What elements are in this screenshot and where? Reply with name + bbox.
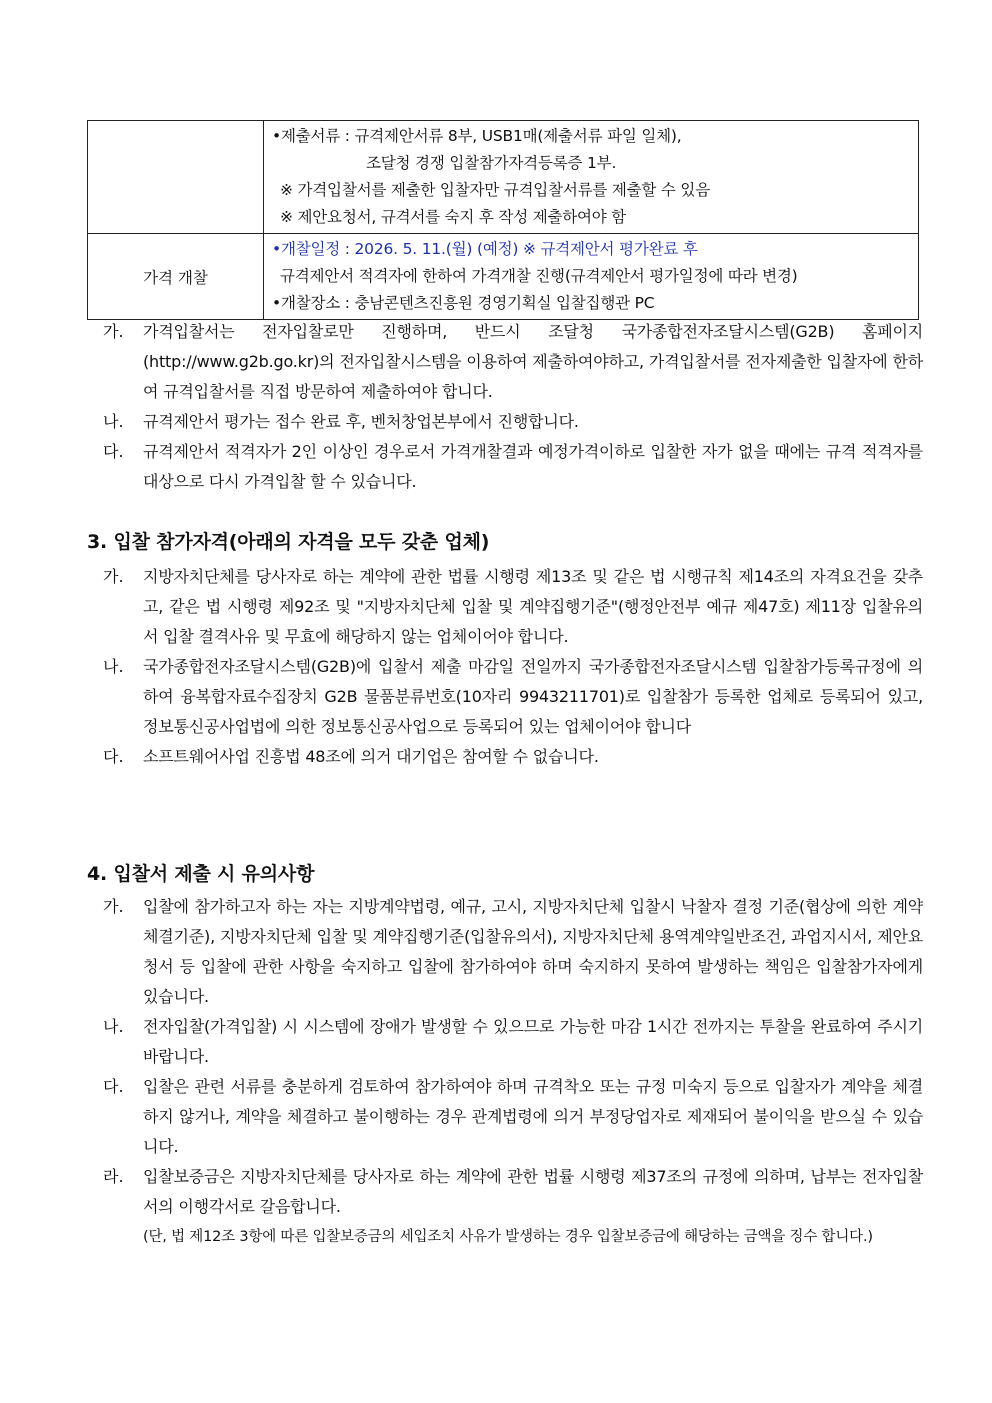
item-text: 전자입찰(가격입찰) 시 시스템에 장애가 발생할 수 있으므로 가능한 마감 1시간 전까지는 투찰을 완료하여 주시기 바랍니다. [143, 1017, 923, 1066]
list-item [103, 562, 923, 652]
item-marker: 가. [103, 322, 124, 341]
item-text: 규격제안서 적격자가 2인 이상인 경우로서 가격개찰결과 예정가격이하로 입찰한 자가 없을 때에는 규격 적격자를 대상으로 다시 가격입찰 할 수 있습니다. [143, 442, 923, 491]
item-marker: 나. [103, 657, 124, 676]
row-label [88, 121, 264, 234]
item-marker: 가. [103, 567, 124, 586]
item-text: 지방자치단체를 당사자로 하는 계약에 관한 법률 시행령 제13조 및 같은 법 시행규칙 제14조의 자격요건을 갖추고, 같은 법 시행령 제92조 및 "지방자치단체 입찰 및 계약집행기준"(행정안전부 예규 제47호) 제11장 입찰유의서 입찰 결격사유 및 무효에 해당하지 않는 업체이어야 합니다. [143, 567, 923, 646]
item-marker: 다. [103, 442, 124, 461]
section-heading: 4. 입찰서 제출 시 유의사항 [87, 863, 315, 885]
item-text: 가격입찰서는 전자입찰로만 진행하며, 반드시 조달청 국가종합전자조달시스템(G2B) 홈페이지(http://www.g2b.go.kr)의 전자입찰시스템을 이용하여 제출하여야하고, 가격입찰서를 전자제출한 입찰자에 한하여 규격입찰서를 직접 방문하여 제출하여야 합니다. [143, 322, 923, 401]
list-item [103, 742, 923, 772]
list-item [103, 317, 923, 407]
opening-condition-line: 규격제안서 적격자에 한하여 가격개찰 진행(규격제안서 평가일정에 따라 변경) [280, 267, 798, 285]
item-marker: 가. [103, 897, 124, 916]
list-item [103, 437, 923, 497]
table-row-documents [88, 121, 919, 234]
row-content [264, 121, 919, 234]
item-text: 입찰은 관련 서류를 충분하게 검토하여 참가하여야 하며 규격착오 또는 규정 미숙지 등으로 입찰자가 계약을 체결하지 않거나, 계약을 체결하고 불이행하는 경우 관계법령에 의거 부정당업자로 제재되어 불이익을 받으실 수 있습니다. [143, 1077, 923, 1156]
list-item [103, 1012, 923, 1072]
list-item [103, 407, 923, 437]
bid-info-table [87, 120, 919, 320]
bid-precautions-list [103, 892, 923, 1252]
opening-schedule-line: •개찰일정 : 2026. 5. 11.(월) (예정) ※ 규격제안서 평가완료 후 [272, 240, 698, 258]
price-bid-notes [103, 317, 923, 497]
list-item [103, 1162, 923, 1252]
qualification-list [103, 562, 923, 772]
item-marker: 라. [103, 1167, 124, 1186]
item-text: 입찰보증금은 지방자치단체를 당사자로 하는 계약에 관한 법률 시행령 제37조의 규정에 의하며, 납부는 전자입찰서의 이행각서로 갈음합니다. [143, 1167, 923, 1216]
list-item [103, 652, 923, 742]
item-marker: 나. [103, 412, 124, 431]
opening-location-line: •개찰장소 : 충남콘텐츠진흥원 경영기획실 입찰집행관 PC [272, 294, 655, 312]
item-text: 소프트웨어사업 진흥법 48조에 의거 대기업은 참여할 수 없습니다. [143, 747, 599, 766]
item-text: 입찰에 참가하고자 하는 자는 지방계약법령, 예규, 고시, 지방자치단체 입찰시 낙찰자 결정 기준(협상에 의한 계약체결기준), 지방자치단체 입찰 및 계약집행기준(입찰유의서), 지방자치단체 용역계약일반조건, 과업지시서, 제안요청서 등 입찰에 관한 사항을 숙지하고 입찰에 참가하여야 하며 숙지하지 못하여 발생하는 책임은 입찰참가자에게 있습니다. [143, 897, 923, 1006]
section-heading: 3. 입찰 참가자격(아래의 자격을 모두 갖춘 업체) [87, 531, 490, 553]
item-marker: 나. [103, 1017, 124, 1036]
notice-line: ※ 제안요청서, 규격서를 숙지 후 작성 제출하여야 함 [280, 208, 627, 226]
notice-line: ※ 가격입찰서를 제출한 입찰자만 규격입찰서류를 제출할 수 있음 [280, 181, 710, 199]
registration-cert-line: 조달청 경쟁 입찰참가자격등록증 1부. [366, 154, 617, 172]
row-content [264, 234, 919, 320]
item-text: 규격제안서 평가는 접수 완료 후, 벤처창업본부에서 진행합니다. [143, 412, 579, 431]
list-item [103, 1072, 923, 1162]
list-item [103, 892, 923, 1012]
item-text: 국가종합전자조달시스템(G2B)에 입찰서 제출 마감일 전일까지 국가종합전자조달시스템 입찰참가등록규정에 의하여 융복합자료수집장치 G2B 물품분류번호(10자리 9943211701)로 입찰참가 등록한 업체로 등록되어 있고, 정보통신공사업법에 의한 정보통신공사업으로 등록되어 있는 업체이어야 합니다 [143, 657, 923, 736]
item-marker: 다. [103, 1077, 124, 1096]
table-row-price-opening [88, 234, 919, 320]
submission-docs-line: •제출서류 : 규격제안서류 8부, USB1매(제출서류 파일 일체), [272, 127, 682, 145]
row-label: 가격 개찰 [88, 234, 264, 320]
guarantee-note: (단, 법 제12조 3항에 따른 입찰보증금의 세입조치 사유가 발생하는 경우 입찰보증금에 해당하는 금액을 징수 합니다.) [143, 1229, 873, 1245]
item-marker: 다. [103, 747, 124, 766]
